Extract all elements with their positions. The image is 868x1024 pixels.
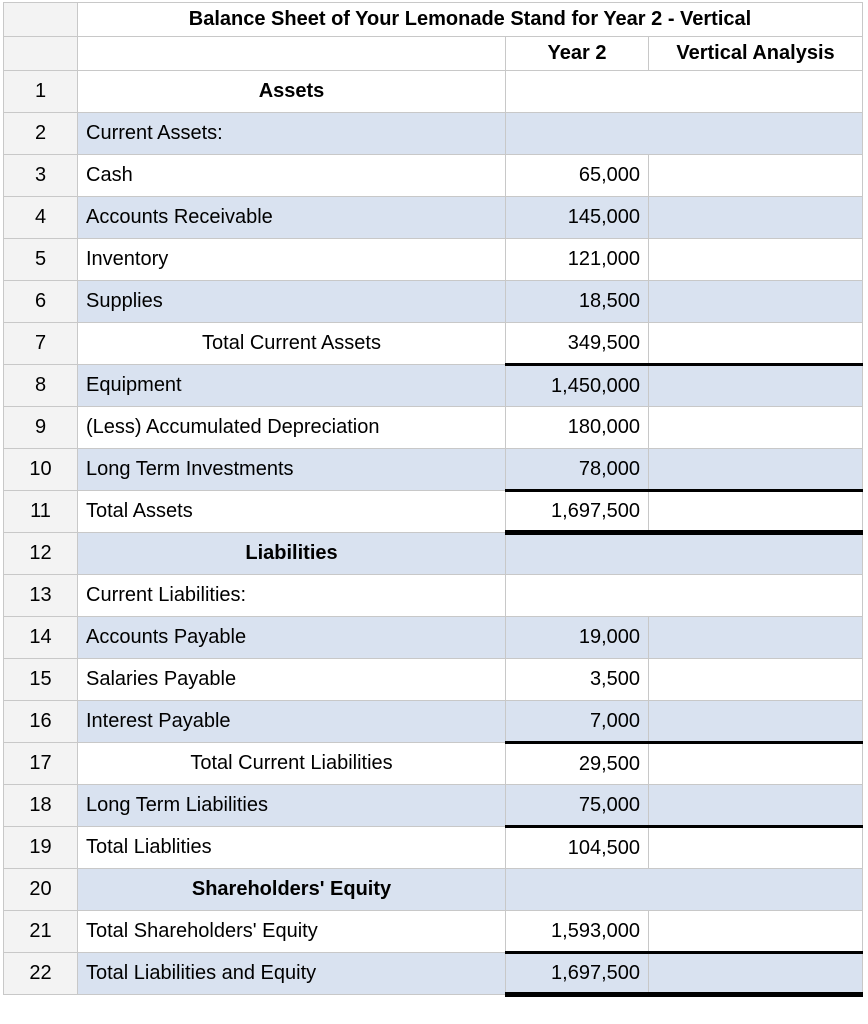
year-value-cell[interactable]: 1,697,500 [506,491,649,533]
row-number: 16 [4,701,78,743]
row-label[interactable]: Equipment [78,365,506,407]
row-label[interactable]: Current Assets: [78,113,506,155]
column-header-year: Year 2 [506,37,649,71]
year-value-cell[interactable]: 180,000 [506,407,649,449]
row-number: 2 [4,113,78,155]
row-number: 14 [4,617,78,659]
year-value-cell[interactable]: 349,500 [506,323,649,365]
year-value-cell[interactable]: 1,450,000 [506,365,649,407]
row-number: 19 [4,827,78,869]
year-value-cell[interactable]: 75,000 [506,785,649,827]
row-label[interactable]: Salaries Payable [78,659,506,701]
row-number: 20 [4,869,78,911]
year-value-cell[interactable]: 18,500 [506,281,649,323]
column-header-analysis: Vertical Analysis [649,37,863,71]
row-label[interactable]: Accounts Receivable [78,197,506,239]
row-label[interactable]: Current Liabilities: [78,575,506,617]
year-value-cell[interactable]: 3,500 [506,659,649,701]
vertical-analysis-cell[interactable] [649,953,863,995]
year-value-cell[interactable]: 7,000 [506,701,649,743]
section-heading-liabilities[interactable]: Liabilities [78,533,506,575]
year-value-cell[interactable]: 65,000 [506,155,649,197]
corner-cell [4,3,78,37]
row-label[interactable]: Cash [78,155,506,197]
vertical-analysis-cell[interactable] [649,827,863,869]
vertical-analysis-cell[interactable] [649,365,863,407]
row-label[interactable]: Inventory [78,239,506,281]
empty-merged-cell[interactable] [506,113,863,155]
row-number: 5 [4,239,78,281]
empty-merged-cell[interactable] [506,71,863,113]
row-number: 9 [4,407,78,449]
vertical-analysis-cell[interactable] [649,659,863,701]
year-value-cell[interactable]: 121,000 [506,239,649,281]
blank-header-cell [78,37,506,71]
row-label[interactable]: Total Shareholders' Equity [78,911,506,953]
vertical-analysis-cell[interactable] [649,743,863,785]
row-number: 13 [4,575,78,617]
row-number: 21 [4,911,78,953]
year-value-cell[interactable]: 29,500 [506,743,649,785]
row-number: 18 [4,785,78,827]
vertical-analysis-cell[interactable] [649,281,863,323]
vertical-analysis-cell[interactable] [649,197,863,239]
row-label[interactable]: (Less) Accumulated Depreciation [78,407,506,449]
sheet-title: Balance Sheet of Your Lemonade Stand for Year 2 - Vertical [78,3,863,37]
year-value-cell[interactable]: 1,697,500 [506,953,649,995]
vertical-analysis-cell[interactable] [649,911,863,953]
row-number: 3 [4,155,78,197]
vertical-analysis-cell[interactable] [649,407,863,449]
row-number: 8 [4,365,78,407]
year-value-cell[interactable]: 19,000 [506,617,649,659]
section-heading-equity[interactable]: Shareholders' Equity [78,869,506,911]
row-number: 6 [4,281,78,323]
row-number: 1 [4,71,78,113]
year-value-cell[interactable]: 104,500 [506,827,649,869]
section-heading-assets[interactable]: Assets [78,71,506,113]
corner-cell [4,37,78,71]
row-number: 10 [4,449,78,491]
row-label[interactable]: Total Liabilities and Equity [78,953,506,995]
row-number: 15 [4,659,78,701]
row-label[interactable]: Total Assets [78,491,506,533]
balance-sheet-table [3,2,863,997]
row-number: 22 [4,953,78,995]
row-label-total[interactable]: Total Current Liabilities [78,743,506,785]
year-value-cell[interactable]: 78,000 [506,449,649,491]
row-label[interactable]: Interest Payable [78,701,506,743]
row-label-total[interactable]: Total Current Assets [78,323,506,365]
empty-merged-cell[interactable] [506,869,863,911]
vertical-analysis-cell[interactable] [649,701,863,743]
vertical-analysis-cell[interactable] [649,239,863,281]
row-label[interactable]: Supplies [78,281,506,323]
row-label[interactable]: Total Liablities [78,827,506,869]
vertical-analysis-cell[interactable] [649,155,863,197]
year-value-cell[interactable]: 1,593,000 [506,911,649,953]
vertical-analysis-cell[interactable] [649,449,863,491]
row-number: 11 [4,491,78,533]
row-number: 7 [4,323,78,365]
row-label[interactable]: Long Term Liabilities [78,785,506,827]
row-number: 17 [4,743,78,785]
empty-merged-cell[interactable] [506,575,863,617]
row-number: 4 [4,197,78,239]
vertical-analysis-cell[interactable] [649,785,863,827]
row-number: 12 [4,533,78,575]
year-value-cell[interactable]: 145,000 [506,197,649,239]
empty-merged-cell[interactable] [506,533,863,575]
vertical-analysis-cell[interactable] [649,323,863,365]
row-label[interactable]: Long Term Investments [78,449,506,491]
vertical-analysis-cell[interactable] [649,491,863,533]
vertical-analysis-cell[interactable] [649,617,863,659]
row-label[interactable]: Accounts Payable [78,617,506,659]
